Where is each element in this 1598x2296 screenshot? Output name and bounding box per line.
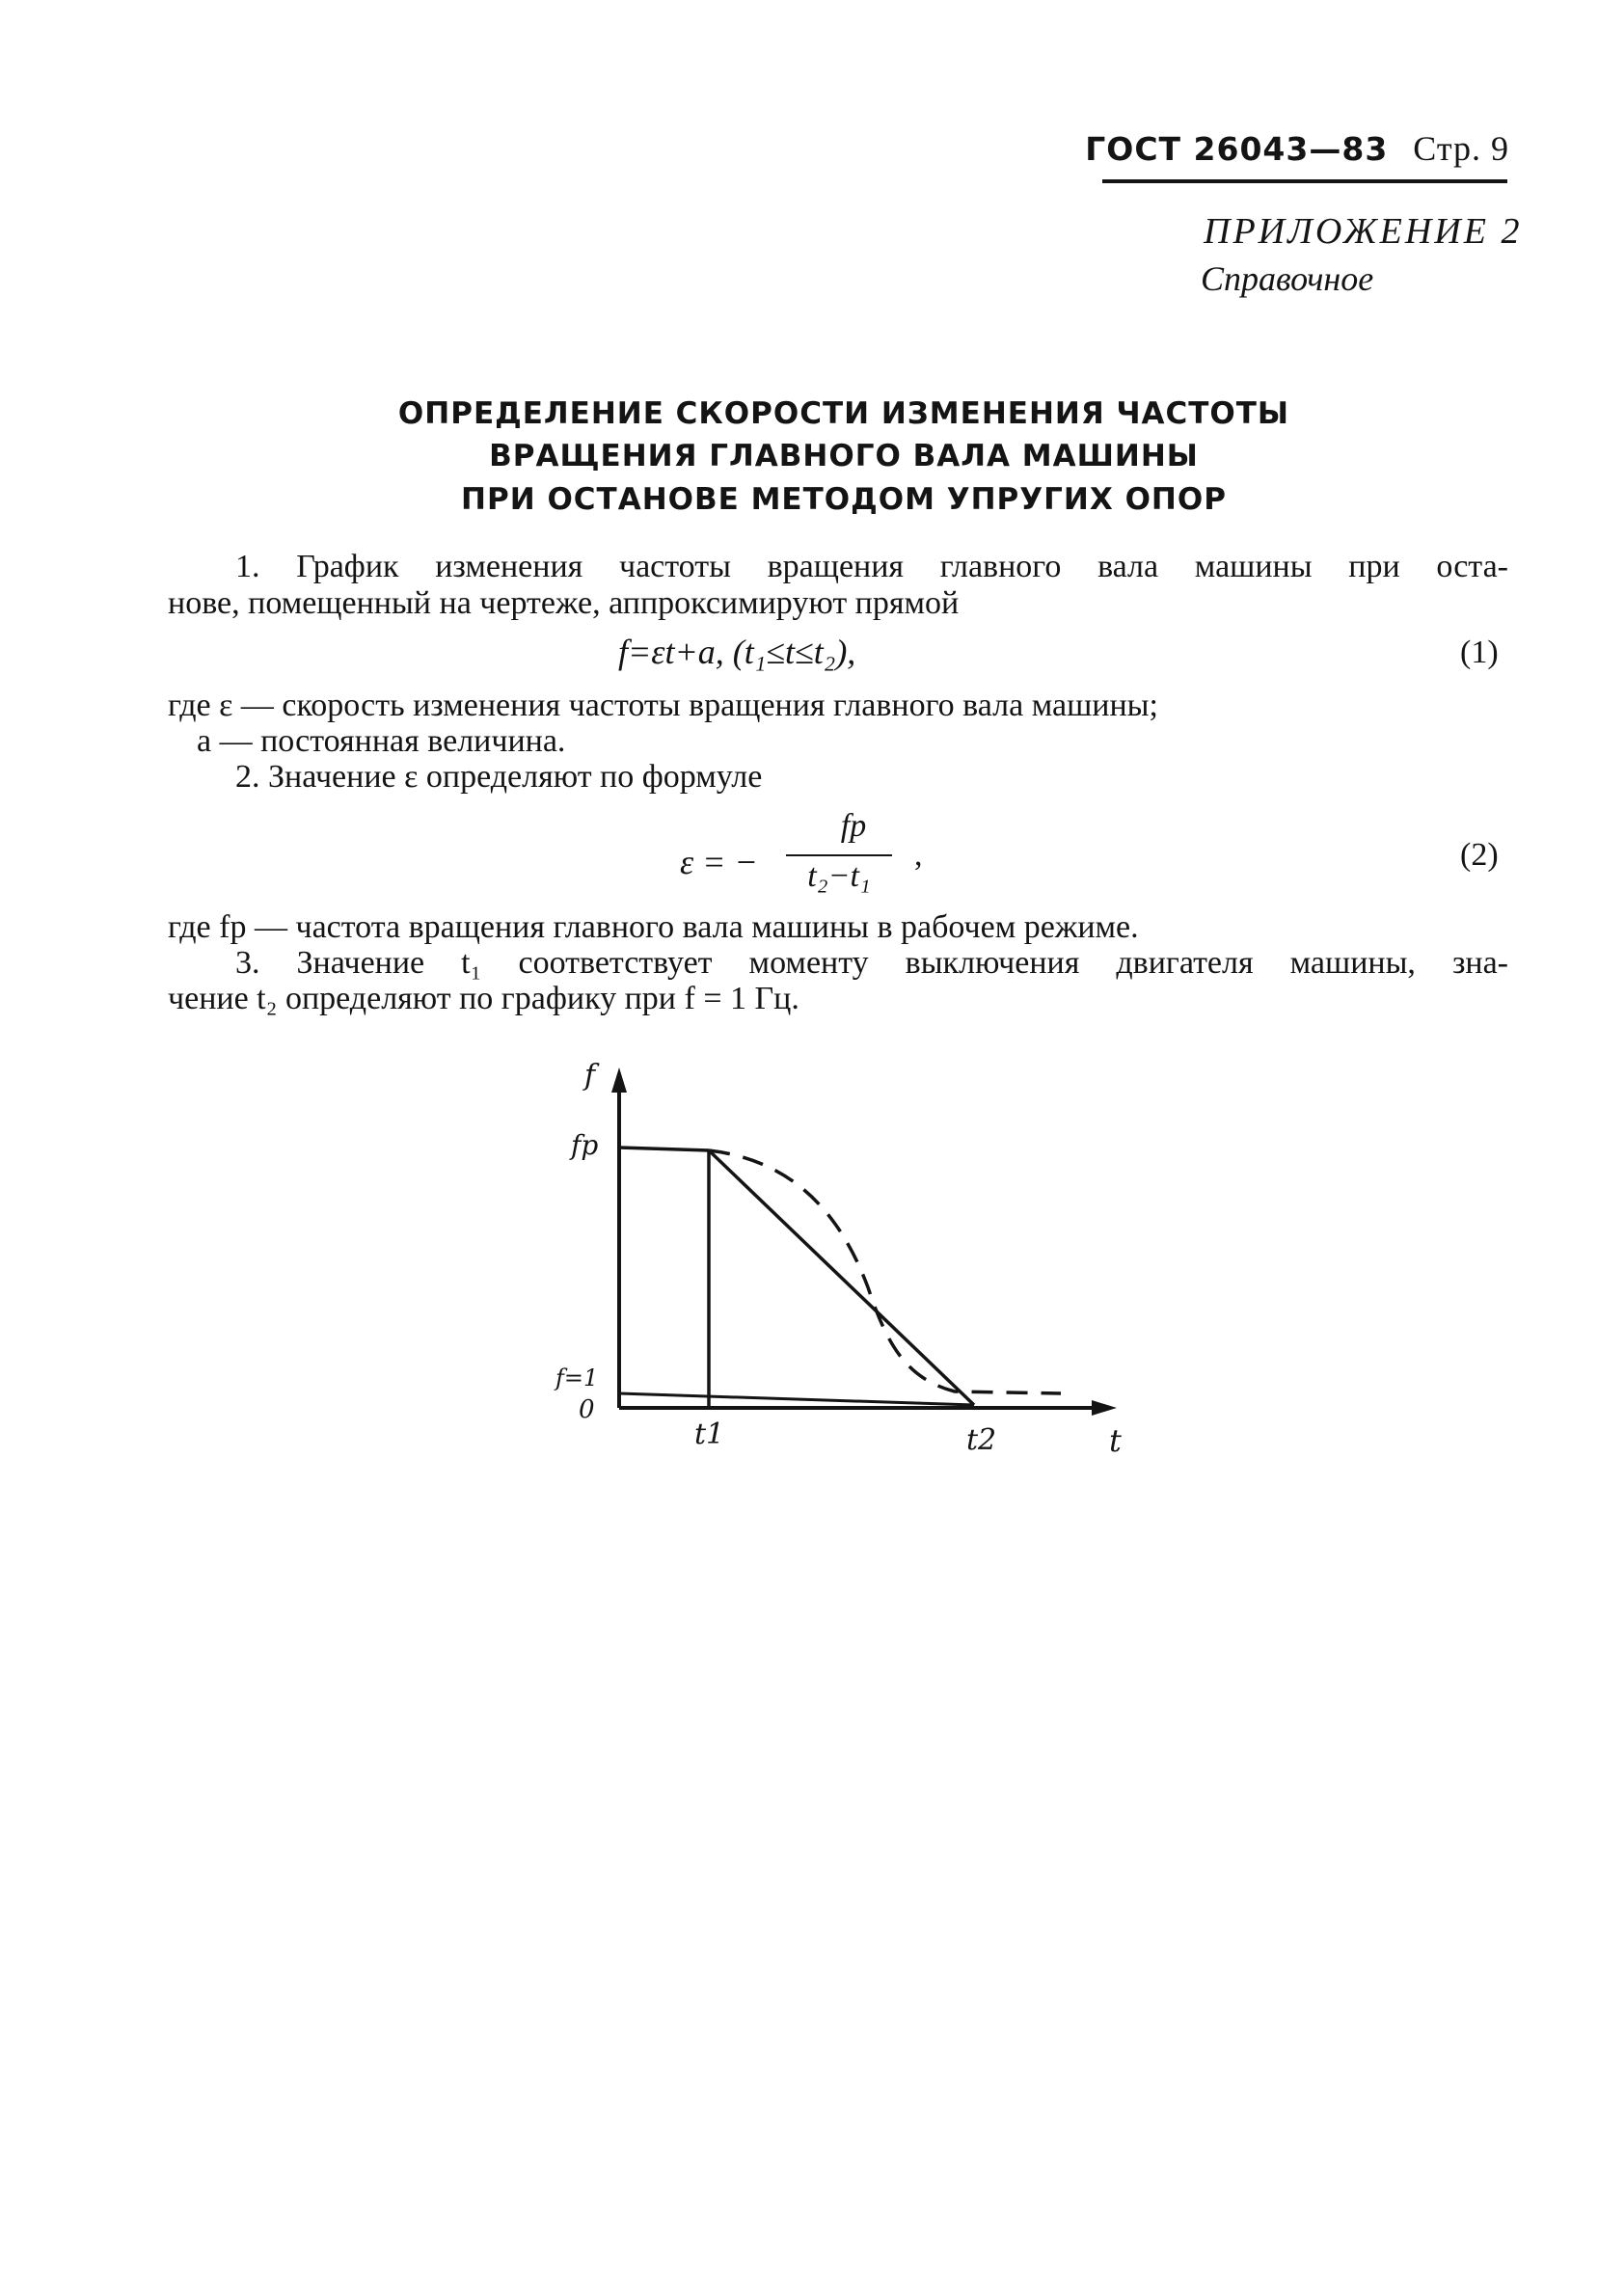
- header-rule: [1102, 179, 1507, 183]
- t2-label: t2: [966, 1423, 997, 1457]
- section-title-line-2: ВРАЩЕНИЯ ГЛАВНОГО ВАЛА МАШИНЫ: [489, 439, 1199, 473]
- paragraph-1-line-1: 1. График изменения частоты вращения главного вала машины при оста-: [235, 549, 1508, 584]
- formula-2-denominator: t₂−t₁: [807, 858, 871, 894]
- formula-2-fraction-bar: [786, 854, 892, 856]
- paragraph-2: 2. Значение ε определяют по формуле: [235, 759, 763, 795]
- approximation-line: [709, 1150, 974, 1405]
- formula-1-number: (1): [1460, 635, 1499, 670]
- fp-label: fp: [571, 1129, 599, 1161]
- x-axis-arrow: [1092, 1400, 1117, 1416]
- formula-2-lhs: ε = −: [680, 843, 758, 881]
- formula-2-numerator: fр: [840, 808, 867, 844]
- stopping-graph: [521, 1046, 1177, 1471]
- definition-a: a — постоянная величина.: [197, 723, 566, 759]
- paragraph-1-line-2: нове, помещенный на чертеже, аппроксимируют прямой: [168, 585, 960, 621]
- formula-2-comma: ,: [914, 837, 923, 873]
- t1-label: t1: [694, 1418, 725, 1451]
- section-title-line-3: ПРИ ОСТАНОВЕ МЕТОДОМ УПРУГИХ ОПОР: [461, 482, 1227, 517]
- appendix-title: ПРИЛОЖЕНИЕ 2: [1204, 211, 1523, 252]
- f1-label: f=1: [555, 1364, 599, 1391]
- origin-label: 0: [579, 1395, 595, 1424]
- paragraph-3-line-1: 3. Значение t₁ соответствует моменту выключения двигателя машины, зна-: [235, 945, 1508, 981]
- x-axis-label: t: [1109, 1422, 1122, 1459]
- y-axis-arrow: [611, 1067, 627, 1093]
- page-number: Стр. 9: [1413, 129, 1509, 168]
- fp-level-line: [619, 1148, 709, 1150]
- formula-1: f=εt+a, (t₁≤t≤t₂),: [618, 633, 856, 671]
- standard-number: ГОСТ 26043—83: [1085, 130, 1389, 168]
- paragraph-3-line-2: чение t₂ определяют по графику при f = 1 Гц.: [168, 981, 799, 1016]
- formula-2-number: (2): [1460, 837, 1499, 873]
- page-header: [1085, 128, 1509, 169]
- definition-epsilon: где ε — скорость изменения частоты вращения главного вала машины;: [168, 688, 1158, 723]
- appendix-status: Справочное: [1201, 259, 1374, 298]
- actual-decay-curve: [709, 1150, 1061, 1393]
- definition-fp: где fр — частота вращения главного вала машины в рабочем режиме.: [168, 909, 1139, 945]
- section-title-line-1: ОПРЕДЕЛЕНИЕ СКОРОСТИ ИЗМЕНЕНИЯ ЧАСТОТЫ: [397, 396, 1290, 431]
- f1-level-line: [619, 1393, 974, 1405]
- y-axis-label: f: [584, 1059, 596, 1093]
